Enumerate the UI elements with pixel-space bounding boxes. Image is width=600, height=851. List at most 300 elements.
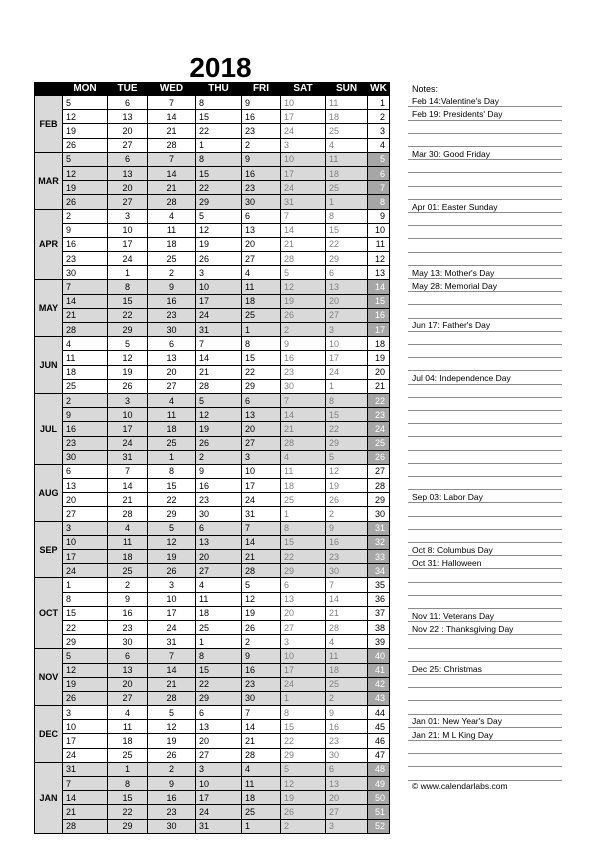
day-cell: 17: [281, 110, 326, 124]
day-cell: 31: [196, 323, 242, 337]
day-cell: 27: [63, 507, 108, 521]
note-line: [408, 135, 562, 147]
day-cell: 18: [63, 365, 108, 379]
day-cell: 4: [242, 762, 281, 776]
week-number: 43: [368, 691, 390, 705]
note-line: Feb 19: Presidents' Day: [408, 108, 562, 120]
week-number: 38: [368, 620, 390, 634]
day-cell: 16: [242, 166, 281, 180]
day-cell: 4: [148, 209, 196, 223]
week-row: [35, 393, 390, 407]
note-line: [408, 253, 562, 265]
day-cell: 27: [326, 805, 368, 819]
day-cell: 4: [63, 337, 108, 351]
week-number: 37: [368, 606, 390, 620]
day-cell: 15: [108, 294, 148, 308]
day-cell: 4: [326, 138, 368, 152]
note-line: Jan 01: New Year's Day: [408, 715, 562, 727]
day-cell: 2: [148, 266, 196, 280]
day-cell: 24: [63, 564, 108, 578]
week-number: 9: [368, 209, 390, 223]
header-tue: TUE: [108, 83, 148, 96]
day-cell: 23: [326, 550, 368, 564]
day-cell: 13: [326, 777, 368, 791]
month-label: MAY: [35, 280, 63, 337]
week-number: 33: [368, 550, 390, 564]
day-cell: 10: [326, 337, 368, 351]
day-cell: 29: [196, 195, 242, 209]
day-cell: 23: [242, 677, 281, 691]
day-cell: 20: [108, 677, 148, 691]
day-cell: 28: [63, 819, 108, 833]
day-cell: 14: [281, 408, 326, 422]
month-label: JAN: [35, 762, 63, 833]
day-cell: 19: [196, 422, 242, 436]
day-cell: 25: [242, 308, 281, 322]
day-cell: 10: [63, 720, 108, 734]
day-cell: 31: [63, 762, 108, 776]
note-line: [408, 755, 562, 767]
day-cell: 14: [148, 663, 196, 677]
day-cell: 24: [196, 805, 242, 819]
note-line: [408, 121, 562, 133]
week-row: [35, 422, 390, 436]
day-cell: 5: [63, 152, 108, 166]
day-cell: 11: [242, 777, 281, 791]
day-cell: 18: [108, 550, 148, 564]
day-cell: 3: [281, 635, 326, 649]
week-number: 29: [368, 493, 390, 507]
day-cell: 11: [326, 152, 368, 166]
week-row: [35, 408, 390, 422]
day-cell: 8: [242, 337, 281, 351]
day-cell: 19: [242, 606, 281, 620]
day-cell: 21: [196, 365, 242, 379]
day-cell: 12: [242, 592, 281, 606]
day-cell: 20: [196, 550, 242, 564]
note-line: Feb 14:Valentine's Day: [408, 95, 562, 107]
day-cell: 2: [242, 635, 281, 649]
note-line: Oct 8: Columbus Day: [408, 544, 562, 556]
header-wed: WED: [148, 83, 196, 96]
week-row: [35, 805, 390, 819]
day-cell: 6: [281, 578, 326, 592]
day-cell: 28: [148, 195, 196, 209]
month-label: MAR: [35, 152, 63, 209]
day-cell: 17: [63, 550, 108, 564]
week-row: [35, 110, 390, 124]
day-cell: 20: [108, 181, 148, 195]
week-number: 15: [368, 294, 390, 308]
day-cell: 23: [148, 308, 196, 322]
day-cell: 28: [63, 323, 108, 337]
day-cell: 8: [281, 521, 326, 535]
day-cell: 17: [148, 606, 196, 620]
week-row: [35, 720, 390, 734]
day-cell: 25: [108, 564, 148, 578]
day-cell: 22: [281, 550, 326, 564]
day-cell: 20: [242, 422, 281, 436]
day-cell: 14: [148, 166, 196, 180]
day-cell: 25: [63, 379, 108, 393]
day-cell: 13: [196, 720, 242, 734]
day-cell: 12: [63, 663, 108, 677]
day-cell: 21: [281, 237, 326, 251]
week-row: [35, 323, 390, 337]
day-cell: 2: [108, 578, 148, 592]
day-cell: 18: [148, 237, 196, 251]
day-cell: 19: [148, 734, 196, 748]
day-cell: 11: [108, 720, 148, 734]
note-line: [408, 240, 562, 252]
day-cell: 13: [242, 408, 281, 422]
day-cell: 20: [108, 124, 148, 138]
day-cell: 8: [196, 649, 242, 663]
day-cell: 24: [196, 308, 242, 322]
week-row: [35, 578, 390, 592]
day-cell: 14: [196, 351, 242, 365]
header-thu: THU: [196, 83, 242, 96]
day-cell: 5: [196, 393, 242, 407]
day-cell: 11: [242, 280, 281, 294]
week-number: 23: [368, 408, 390, 422]
day-cell: 20: [148, 365, 196, 379]
week-row: [35, 379, 390, 393]
day-cell: 2: [242, 138, 281, 152]
day-cell: 2: [326, 507, 368, 521]
day-cell: 22: [326, 237, 368, 251]
day-cell: 14: [242, 720, 281, 734]
day-cell: 9: [326, 521, 368, 535]
day-cell: 4: [242, 266, 281, 280]
day-cell: 14: [242, 535, 281, 549]
day-cell: 26: [196, 436, 242, 450]
day-cell: 19: [108, 365, 148, 379]
day-cell: 16: [148, 791, 196, 805]
month-label: DEC: [35, 706, 63, 763]
day-cell: 19: [281, 791, 326, 805]
day-cell: 19: [63, 677, 108, 691]
day-cell: 30: [108, 635, 148, 649]
day-cell: 20: [63, 493, 108, 507]
week-row: [35, 436, 390, 450]
day-cell: 5: [196, 209, 242, 223]
day-cell: 27: [108, 195, 148, 209]
day-cell: 1: [242, 323, 281, 337]
day-cell: 30: [281, 379, 326, 393]
calendar-year-title: 2018: [189, 52, 252, 83]
week-number: 50: [368, 791, 390, 805]
note-line: [408, 412, 562, 424]
day-cell: 25: [281, 493, 326, 507]
day-cell: 3: [63, 521, 108, 535]
day-cell: 7: [63, 777, 108, 791]
note-line: Jul 04: Independence Day: [408, 372, 562, 384]
day-cell: 17: [281, 663, 326, 677]
day-cell: 3: [196, 266, 242, 280]
day-cell: 18: [148, 422, 196, 436]
day-cell: 17: [326, 351, 368, 365]
day-cell: 29: [108, 323, 148, 337]
day-cell: 16: [326, 535, 368, 549]
week-number: 17: [368, 323, 390, 337]
day-cell: 5: [63, 649, 108, 663]
day-cell: 10: [242, 464, 281, 478]
note-line: [408, 465, 562, 477]
day-cell: 7: [281, 209, 326, 223]
week-row: [35, 762, 390, 776]
day-cell: 11: [108, 535, 148, 549]
month-label: AUG: [35, 464, 63, 521]
day-cell: 4: [326, 635, 368, 649]
month-column-header: [35, 83, 63, 96]
week-row: [35, 550, 390, 564]
day-cell: 24: [108, 252, 148, 266]
week-number: 41: [368, 663, 390, 677]
day-cell: 7: [242, 706, 281, 720]
day-cell: 23: [108, 620, 148, 634]
day-cell: 15: [108, 791, 148, 805]
day-cell: 30: [196, 507, 242, 521]
day-cell: 27: [242, 252, 281, 266]
day-cell: 23: [196, 493, 242, 507]
day-cell: 1: [242, 819, 281, 833]
note-line: [408, 333, 562, 345]
day-cell: 30: [326, 564, 368, 578]
week-row: [35, 635, 390, 649]
week-row: [35, 777, 390, 791]
day-cell: 15: [281, 535, 326, 549]
day-cell: 3: [326, 323, 368, 337]
day-cell: 15: [196, 166, 242, 180]
week-row: [35, 209, 390, 223]
day-cell: 28: [148, 138, 196, 152]
week-row: [35, 138, 390, 152]
note-line: [408, 768, 562, 780]
day-cell: 26: [242, 620, 281, 634]
note-line: [408, 742, 562, 754]
day-cell: 6: [242, 209, 281, 223]
week-number: 8: [368, 195, 390, 209]
day-cell: 25: [242, 805, 281, 819]
day-cell: 6: [108, 649, 148, 663]
week-number: 31: [368, 521, 390, 535]
day-cell: 3: [148, 578, 196, 592]
header-mon: MON: [63, 83, 108, 96]
day-cell: 27: [281, 620, 326, 634]
day-cell: 1: [108, 266, 148, 280]
day-cell: 29: [148, 507, 196, 521]
day-cell: 10: [63, 535, 108, 549]
day-cell: 24: [281, 124, 326, 138]
day-cell: 16: [242, 110, 281, 124]
note-line: Jan 21: M L King Day: [408, 729, 562, 741]
note-line: [408, 583, 562, 595]
day-cell: 1: [196, 138, 242, 152]
day-cell: 21: [242, 734, 281, 748]
week-number: 2: [368, 110, 390, 124]
day-cell: 11: [148, 408, 196, 422]
day-cell: 14: [108, 479, 148, 493]
day-cell: 16: [196, 479, 242, 493]
day-cell: 28: [281, 252, 326, 266]
day-cell: 16: [148, 294, 196, 308]
day-cell: 27: [108, 138, 148, 152]
week-number: 14: [368, 280, 390, 294]
note-line: Jun 17: Father's Day: [408, 319, 562, 331]
day-cell: 21: [148, 677, 196, 691]
day-cell: 12: [326, 464, 368, 478]
day-cell: 31: [148, 635, 196, 649]
day-cell: 22: [326, 422, 368, 436]
day-cell: 14: [63, 294, 108, 308]
day-cell: 25: [326, 181, 368, 195]
day-cell: 9: [63, 408, 108, 422]
week-row: [35, 181, 390, 195]
day-cell: 4: [148, 393, 196, 407]
day-cell: 17: [63, 734, 108, 748]
week-number: 13: [368, 266, 390, 280]
day-cell: 28: [196, 379, 242, 393]
month-label: NOV: [35, 649, 63, 706]
day-cell: 23: [148, 805, 196, 819]
day-cell: 22: [196, 124, 242, 138]
day-cell: 22: [196, 677, 242, 691]
day-cell: 13: [196, 535, 242, 549]
day-cell: 3: [196, 762, 242, 776]
note-line: [408, 293, 562, 305]
week-number: 3: [368, 124, 390, 138]
day-cell: 18: [242, 791, 281, 805]
note-line: [408, 438, 562, 450]
day-cell: 8: [326, 393, 368, 407]
day-cell: 30: [326, 748, 368, 762]
day-cell: 10: [281, 96, 326, 110]
day-cell: 13: [108, 166, 148, 180]
week-row: [35, 649, 390, 663]
header-sun: SUN: [326, 83, 368, 96]
day-cell: 8: [148, 464, 196, 478]
day-cell: 27: [148, 379, 196, 393]
day-cell: 1: [108, 762, 148, 776]
note-line: [408, 385, 562, 397]
week-number: 1: [368, 96, 390, 110]
note-line: [408, 359, 562, 371]
day-cell: 5: [281, 762, 326, 776]
day-cell: 1: [281, 507, 326, 521]
day-cell: 27: [108, 691, 148, 705]
day-cell: 16: [326, 720, 368, 734]
week-row: [35, 351, 390, 365]
header-sat: SAT: [281, 83, 326, 96]
day-cell: 11: [281, 464, 326, 478]
day-cell: 27: [196, 564, 242, 578]
week-number: 48: [368, 762, 390, 776]
day-cell: 1: [326, 195, 368, 209]
week-row: [35, 280, 390, 294]
note-line: [408, 676, 562, 688]
day-cell: 18: [196, 606, 242, 620]
week-number: 30: [368, 507, 390, 521]
day-cell: 26: [63, 691, 108, 705]
week-row: [35, 521, 390, 535]
day-cell: 1: [63, 578, 108, 592]
day-cell: 20: [196, 734, 242, 748]
day-cell: 7: [108, 464, 148, 478]
week-row: [35, 365, 390, 379]
day-cell: 18: [108, 734, 148, 748]
day-cell: 3: [242, 450, 281, 464]
note-line: Sep 03: Labor Day: [408, 491, 562, 503]
day-cell: 22: [108, 308, 148, 322]
day-cell: 21: [326, 606, 368, 620]
day-cell: 28: [326, 620, 368, 634]
week-number: 44: [368, 706, 390, 720]
week-row: [35, 252, 390, 266]
day-cell: 29: [281, 748, 326, 762]
week-row: [35, 691, 390, 705]
day-cell: 2: [281, 819, 326, 833]
day-cell: 10: [196, 777, 242, 791]
day-cell: 9: [242, 96, 281, 110]
day-cell: 13: [148, 351, 196, 365]
day-cell: 29: [242, 379, 281, 393]
day-cell: 23: [63, 252, 108, 266]
day-cell: 5: [326, 450, 368, 464]
week-row: [35, 479, 390, 493]
day-cell: 8: [326, 209, 368, 223]
day-cell: 4: [108, 521, 148, 535]
year-calendar-table: [34, 82, 390, 834]
day-cell: 13: [242, 223, 281, 237]
day-cell: 30: [63, 450, 108, 464]
day-cell: 12: [281, 777, 326, 791]
day-cell: 29: [326, 436, 368, 450]
note-line: [408, 346, 562, 358]
day-cell: 17: [281, 166, 326, 180]
note-line: May 13: Mother's Day: [408, 267, 562, 279]
day-cell: 28: [148, 691, 196, 705]
day-cell: 16: [242, 663, 281, 677]
day-cell: 15: [63, 606, 108, 620]
day-cell: 12: [148, 535, 196, 549]
month-label: SEP: [35, 521, 63, 578]
day-cell: 12: [196, 223, 242, 237]
day-cell: 1: [281, 691, 326, 705]
day-cell: 11: [196, 592, 242, 606]
week-number: 22: [368, 393, 390, 407]
day-cell: 15: [281, 720, 326, 734]
day-cell: 26: [63, 138, 108, 152]
day-cell: 9: [148, 777, 196, 791]
week-number: 12: [368, 252, 390, 266]
week-row: [35, 606, 390, 620]
day-cell: 15: [196, 110, 242, 124]
day-cell: 24: [108, 436, 148, 450]
week-row: [35, 308, 390, 322]
day-cell: 12: [196, 408, 242, 422]
day-cell: 25: [148, 252, 196, 266]
day-cell: 9: [242, 152, 281, 166]
day-cell: 17: [196, 294, 242, 308]
day-cell: 26: [196, 252, 242, 266]
week-row: [35, 620, 390, 634]
day-cell: 2: [63, 209, 108, 223]
week-row: [35, 706, 390, 720]
day-cell: 4: [108, 706, 148, 720]
day-cell: 6: [326, 266, 368, 280]
day-cell: 2: [326, 691, 368, 705]
